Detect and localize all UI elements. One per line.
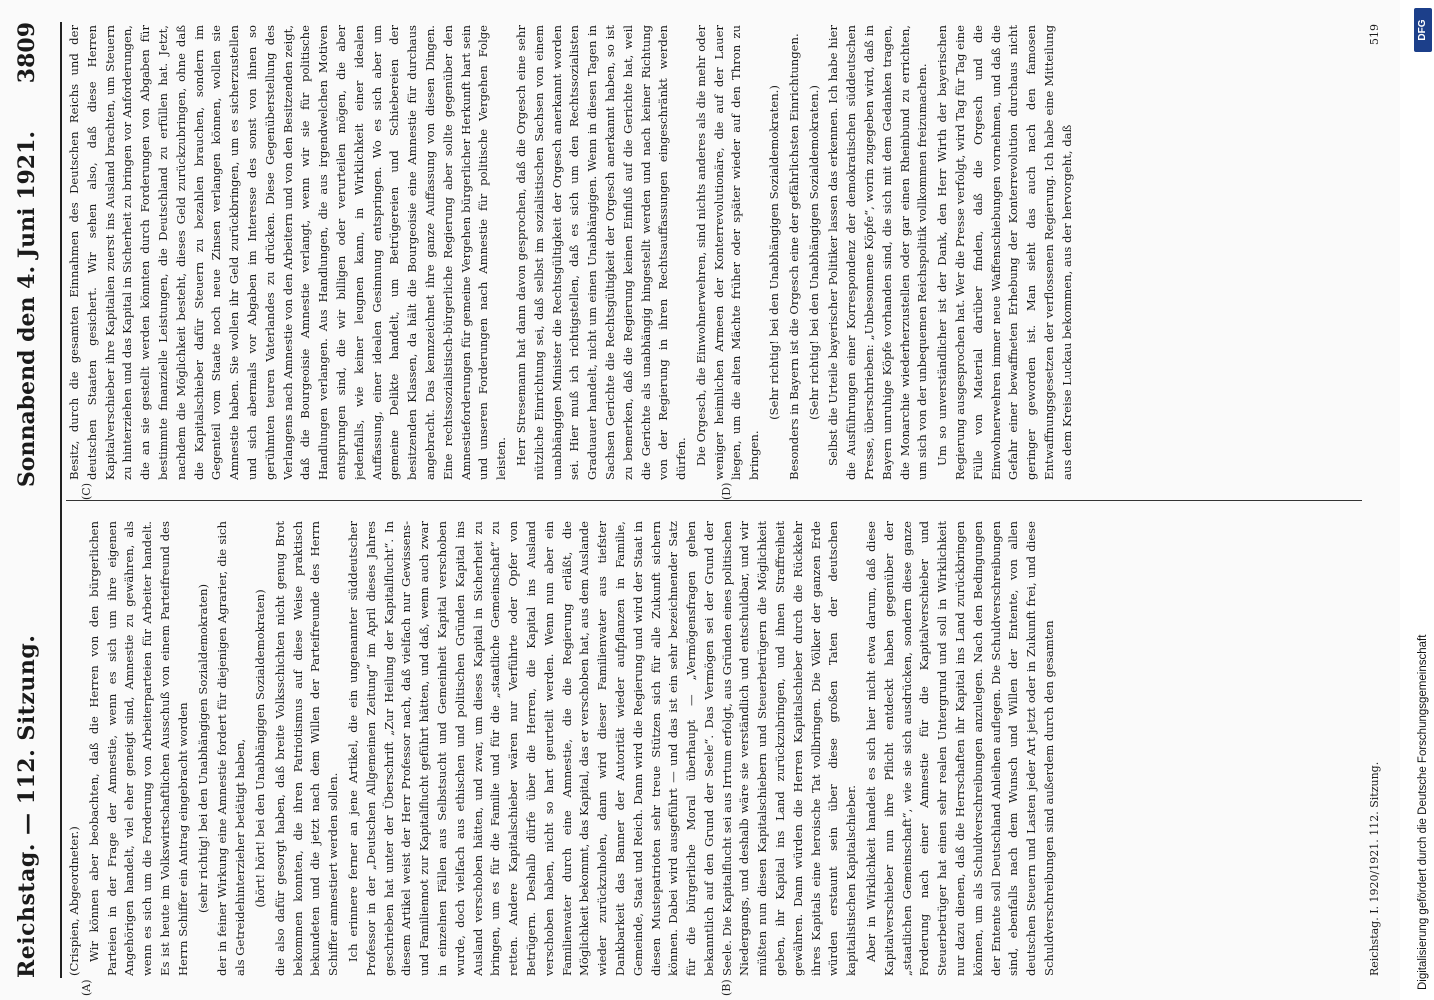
dfg-logo-text: DFG — [1417, 19, 1428, 41]
dfg-side-note — [1412, 10, 1434, 990]
interjection: (Sehr richtig! bei den Unabhängigen Sozialdemokraten.) — [806, 85, 821, 420]
header-session: Reichstag. — 112. Sitzung. — [14, 634, 40, 978]
text-column-right — [66, 25, 1362, 480]
paragraph: Selbst die Urteile bayerischer Politiker lassen das erkennen. Ich habe hier die Ausführungen einer Korrespondenz der demokratischen süddeutschen Presse, überschrieben: „Unbesonnene Köpfe“, worin zugegeben wird, daß in Bayern unruhige Köpfe vorhanden sind, die sich mit dem Gedanken tragen, die Monarchie wiederherzustellen oder gar einen Rheinbund zu errichten, um sich von der unbequemen Reichspolitik vollkommen freizumachen. — [826, 25, 930, 480]
paragraph: der in feiner Wirkung eine Amnestie fordert für diejenigen Agrarier, die sich als Getreidehinterzieher betätigt haben, — [215, 521, 248, 976]
interjection: (hört! hört! bei den Unabhängigen Sozialdemokraten) — [252, 589, 267, 908]
paragraph: Ich erinnere ferner an jene Artikel, die ein ungenannter süddeutscher Professor in der „Deutschen Allgemeinen Zeitung“ im April dieses Jahres geschrieben hat unter der Überschrift „Zur Heilung der Kapitalflucht“. In diesem Artikel weist der Herr Professor nach, daß vielfach nur Gewissens- und Familiennot zur Kapitalflucht geführt hätten, und daß, wenn auch zwar in einzelnen Fällen aus Selbstsucht und Gemeinheit Kapital verschoben wurde, doch vielfach aus ethischen und politischen Gründen Kapital ins Ausland verschoben hätten, und zwar, um dieses Kapital in Sicherheit zu bringen, um es für die Familie und für die „staatliche Gemeinschaft“ zu retten. Andere Kapitalschieber wären nur Verführte oder Opfer von Betrügern. Deshalb dürfe über die Herren, die Kapital ins Ausland verschoben haben, nicht so hart geurteilt werden. Wenn nun aber ein Familienvater durch eine Amnestie, die die Regierung erläßt, die Möglichkeit bekommt, das Kapital, das er verschoben hat, aus dem Auslande wieder zurückzuholen, dann wird dieser Familienvater aus tiefster Dankbarkeit das Banner der Autorität wieder aufpflanzen in Familie, Gemeinde, Staat und Reich. Dann wird die Regierung und wird der Staat in diesen Mustepatrioten sehr treue Stützen sich für alle Zukunft sichern können. Dabei wird ausgeführt — und das ist ein sehr bezeichnender Satz für die bürgerliche Moral überhaupt — „Vermögensfragen gehen bekanntlich auf den Grund der Seele“. Das Vermögen sei der Grund der Seele. Die Kapitalflucht sei aus Irrtum erfolgt, aus Gründen eines politischen Niedergangs, und deshalb wäre sie verständlich und entschuldbar, und wir müßten nun diesen Kapitalschiebern und Steuerbetrügern die Möglichkeit geben, ihr Kapital ins Land zurückzubringen, und ihnen Straffreiheit gewähren. Dann würden die Herren Kapitalschieber durch die Rückkehr ihres Kapitals eine heroische Tat vollbringen. Die Völker der ganzen Erde würden erstaunt sein über diese großen Taten der deutschen kapitalistischen Kapitalschieber. — [345, 521, 859, 976]
paragraph: Besonders in Bayern ist die Orgesch eine der gefährlichsten Einrichtungen. — [786, 33, 801, 480]
paragraph: Herr Stresemann hat dann davon gesprochen, daß die Orgesch eine sehr nützliche Einrichtung sei, daß selbst im sozialistischen Sachsen von einem unabhängigen Minister die Rechtsgültigkeit der Orgesch anerkannt worden sei. Hier muß ich richtigstellen, daß es sich um den Rechtssozialisten Graduauer handelt, nicht um einen Unabhängigen. Wenn in diesen Tagen in Sachsen Gerichte die Rechtsgültigkeit der Orgesch anerkannt haben, so ist zu bemerken, daß die Regierung keinen Einfluß auf die Gerichte hat, weil die Gerichte als unabhängig hingestellt werden und nach keiner Richtung von der Regierung in ihren Rechtsauffassungen eingeschränkt werden dürfen. — [513, 25, 689, 480]
footer-left: Reichstag. I. 1920/1921. 112. Sitzung. — [1368, 761, 1381, 976]
interjection: (sehr richtig! bei den Unabhängigen Sozialdemokraten) — [195, 583, 210, 914]
paragraph: Die Orgesch, die Einwohnerwehren, sind nichts anderes als die mehr oder weniger heimlichen Armeen der Konterrevolutionäre, die auf der Lauer liegen, um die alten Mächte früher oder später wieder auf den Thron zu bringen. — [693, 25, 762, 480]
paragraph: Besitz, durch die gesamten Einnahmen des Deutschen Reichs und der deutschen Staaten gesichert. Wir sehen also, daß diese Herren Kapitalverschieber ihre Kapitalien zuerst ins Ausland brachten, um Steuern zu hinterziehen und das Kapital in Sicherheit zu bringen vor Anforderungen, die an sie gestellt werden könnten durch Forderungen von Abgaben für bestimmte finanzielle Leistungen, die Deutschland zu erfüllen hat. Jetzt, nachdem die Möglichkeit besteht, dieses Geld zurückzubringen, ohne daß die Kapitalschieber dafür Steuern zu bezahlen brauchen, sondern im Gegenteil vom Staate noch neue Zinsen verlangen können, wollen sie Amnestie haben. Sie wollen ihr Geld zurückbringen, um es sicherzustellen und sich abermals vor Abgaben im Interesse des sonst von ihnen so gerühmten teuren Vaterlandes zu drücken. Diese Gegenüberstellung des Verlangens nach Amnestie von den Arbeitern und von den Besitzenden zeigt, daß die Bourgeoisie Amnestie verlangt, wenn wir sie für politische Handlungen verlangen. Aus Handlungen, die aus irgendwelchen Motiven entsprungen sind, die wir billigen oder verurteilen mögen, die aber jedenfalls, wie keiner leugnen kann, in Wirklichkeit einer idealen Auffassung, einer idealen Gesinnung entspringen. Wo es sich aber um gemeine Delikte handelt, um Betrügereien und Schiebereien der besitzenden Klassen, da hält die Bourgeoisie eine Amnestie für durchaus angebracht. Das kennzeichnet ihre ganze Auffassung von diesen Dingen. Eine rechtssozialistisch-bürgerliche Regierung aber sollte gegenüber den Amnestieforderungen für gemeine Vergehen bürgerlicher Herkunft hart sein und unseren Forderungen nach Amnestie für politische Vergehen Folge leisten. — [67, 25, 509, 480]
page-header — [6, 22, 62, 978]
margin-mark-a: (A) — [80, 979, 93, 996]
paragraph: Aber in Wirklichkeit handelt es sich hier nicht etwa darum, daß diese Kapitalverschieber nun ihre Pflicht entdeckt haben gegenüber der „staatlichen Gemeinschaft“, wie sie sich ausdrücken, sondern diese ganze Forderung nach einer Amnestie für die Kapitalverschieber und Steuerbetrüger hat einen sehr realen Untergrund und soll in Wirklichkeit nur dazu dienen, daß die Herrschaften ihr Kapital ins Land zurückbringen können, um als Schuldverschreibungen anzulegen. Nach den Bedingungen der Entente soll Deutschland Anleihen auflegen. Die Schuldverschreibungen sind, ebenfalls nach dem Wunsch und Willen der Entente, von allen deutschen Steuern und Lasten jeder Art jetzt oder in Zukunft frei, und diese Schuldverschreibungen sind außerdem durch den gesamten — [864, 521, 1057, 976]
dfg-funding-text: Digitalisierung gefördert durch die Deutsche Forschungsgemeinschaft — [1417, 634, 1429, 990]
column-divider — [66, 500, 1362, 501]
speaker-line: (Crispien, Abgeordneter.) — [67, 826, 81, 976]
page-number: 3809 — [14, 22, 40, 84]
margin-mark-c: (C) — [80, 483, 93, 500]
paragraph: Um so unverständlicher ist der Dank, den Herr Wirth der bayerischen Regierung ausgesprochen hat. Wer die Presse verfolgt, wird Tag für Tag eine Fülle von Material darüber finden, daß die Orgesch und die Einwohnerwehren immer neue Waffenschiebungen vornehmen, und daß die Gefahr einer bewaffneten Erhebung der Konterrevolution durchaus nicht geringer geworden ist. Man sieht das auch nach den famosen Entwaffnungsgesetzen der verflossenen Regierung. Ich habe eine Mitteilung aus dem Kreise Luckau bekommen, aus der hervorgeht, daß — [935, 25, 1074, 480]
margin-mark-d: (D) — [720, 482, 733, 500]
header-date-text: Sonnabend den 4. Juni 1921. — [14, 130, 40, 488]
paragraph: Wir können aber beobachten, daß die Herren von den bürgerlichen Parteien in der Frage der Amnestie, wenn es sich um ihre eigenen Angehörigen handelt, viel eher geneigt sind, Amnestie zu gewähren, als wenn es sich um die Forderung von Arbeiterparteien für Arbeiter handelt. Es ist heute im Volkswirtschaftlichen Ausschuß von einem Parteifreund des Herrn Schiffer ein Antrag eingebracht worden — [86, 521, 190, 976]
footer-page-number: 519 — [1368, 24, 1381, 45]
paragraph: die also dafür gesorgt haben, daß breite Volksschichten nicht genug Brot bekommen konnten, die ihren Patriotismus auf diese Weise praktisch bekundeten und die jetzt nach dem Willen der Parteifreunde des Herrn Schiffer amnestiert werden sollen. — [272, 521, 341, 976]
interjection: (Sehr richtig! bei den Unabhängigen Sozialdemokraten.) — [767, 85, 782, 420]
margin-mark-b: (B) — [720, 979, 733, 996]
header-date — [14, 22, 40, 487]
text-column-left — [66, 521, 1362, 976]
dfg-logo — [1414, 8, 1432, 52]
